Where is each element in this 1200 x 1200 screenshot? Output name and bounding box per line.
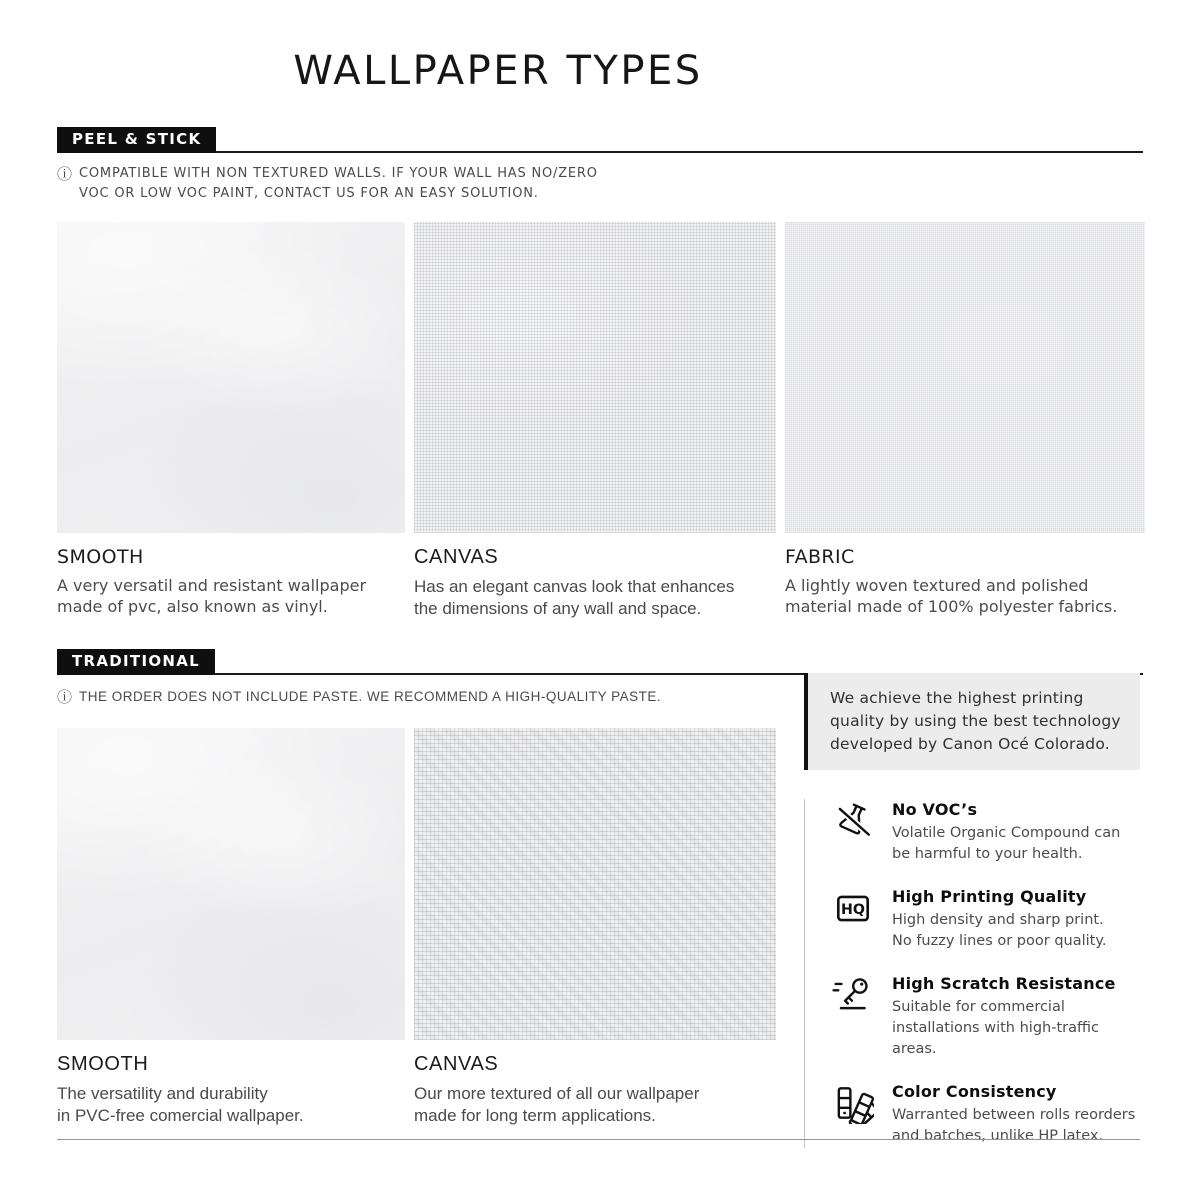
page-title: WALLPAPER TYPES [293,48,703,94]
swatch-card-canvas [414,222,776,620]
feature-color-consistency [831,1082,1140,1147]
desc-line: made for long term applications. [414,1106,656,1126]
color-swatch-fan-icon [831,1082,875,1126]
traditional-swatch-row [57,728,776,1127]
feature-text [892,800,1120,865]
quote-line: We achieve the highest printing [830,689,1084,707]
swatch-description [414,576,776,620]
desc-line: The versatility and durability [57,1084,268,1103]
svg-text:HQ: HQ [841,901,865,918]
printing-quality-aside [804,673,1140,1148]
info-icon: ⓘ [57,165,73,183]
feature-text [892,974,1140,1060]
desc-line: A very versatil and resistant wallpaper [57,576,367,595]
info-icon: ⓘ [57,688,73,706]
swatch-title: FABRIC [785,546,855,568]
swatch-description [57,1083,405,1127]
canvas-texture-image [414,728,776,1040]
feature-high-scratch-resistance [831,974,1140,1060]
swatch-card-smooth-traditional [57,728,405,1127]
feature-description: Warranted between rolls reorders and batches, unlike HP latex. [892,1107,1136,1145]
desc-line: the dimensions of any wall and space. [414,599,702,619]
swatch-description [57,575,405,617]
feature-high-printing-quality [831,887,1140,952]
desc-line: material made of 100% polyester fabrics. [785,597,1118,617]
swatch-title: CANVAS [414,546,499,568]
scratch-key-icon [831,974,875,1018]
feature-list [804,799,1140,1148]
note-line: VOC OR LOW VOC PAINT, CONTACT US FOR AN EASY SOLUTION. [79,186,539,201]
note-traditional [57,687,661,707]
peel-stick-swatch-row [57,222,1145,620]
feature-description: High density and sharp print. No fuzzy lines or poor quality. [892,912,1107,950]
section-header-peel-stick [57,127,1143,153]
note-peel-stick [57,164,598,204]
section-badge-peel-stick: PEEL & STICK [57,127,216,153]
note-text [79,687,661,707]
desc-line: made of pvc, also known as vinyl. [57,597,328,617]
quote-line: quality by using the best technology [830,712,1121,730]
swatch-card-canvas-traditional [414,728,776,1127]
feature-description: Volatile Organic Compound can be harmful to your health. [892,825,1121,863]
feature-title: High Scratch Resistance [892,974,1116,994]
feature-no-voc [831,800,1140,865]
feature-text [892,1082,1135,1147]
swatch-title: SMOOTH [57,546,144,568]
desc-line: Our more textured of all our wallpaper [414,1084,700,1103]
feature-text [892,887,1106,952]
feature-description: Suitable for commercial installations with high-traffic areas. [892,999,1099,1058]
quote-box [804,673,1140,770]
note-line: THE ORDER DOES NOT INCLUDE PASTE. WE RECOMMEND A HIGH-QUALITY PASTE. [79,689,662,704]
section-rule [216,151,1143,153]
swatch-title: CANVAS [414,1053,499,1075]
swatch-description [414,1083,776,1127]
swatch-card-fabric [785,222,1145,620]
feature-title: Color Consistency [892,1082,1057,1102]
feature-title: No VOC’s [892,800,978,819]
fabric-texture-image [785,222,1145,533]
swatch-card-smooth [57,222,405,620]
note-text [79,164,598,204]
swatch-title: SMOOTH [57,1053,149,1075]
desc-line: A lightly woven textured and polished [785,576,1089,595]
canvas-texture-image [414,222,776,533]
section-badge-traditional: TRADITIONAL [57,649,215,675]
note-line: COMPATIBLE WITH NON TEXTURED WALLS. IF YOUR WALL HAS NO/ZERO [79,166,598,181]
no-voc-flask-icon [831,800,875,844]
desc-line: Has an elegant canvas look that enhances [414,577,735,596]
swatch-description [785,575,1145,617]
section-header-traditional [57,649,1143,675]
feature-title: High Printing Quality [892,887,1087,907]
desc-line: in PVC-free comercial wallpaper. [57,1106,304,1126]
bottom-divider [57,1139,1140,1140]
smooth-texture-image [57,728,405,1040]
quote-line: developed by Canon Océ Colorado. [830,735,1110,753]
hq-badge-icon [831,887,875,931]
smooth-texture-image [57,222,405,533]
